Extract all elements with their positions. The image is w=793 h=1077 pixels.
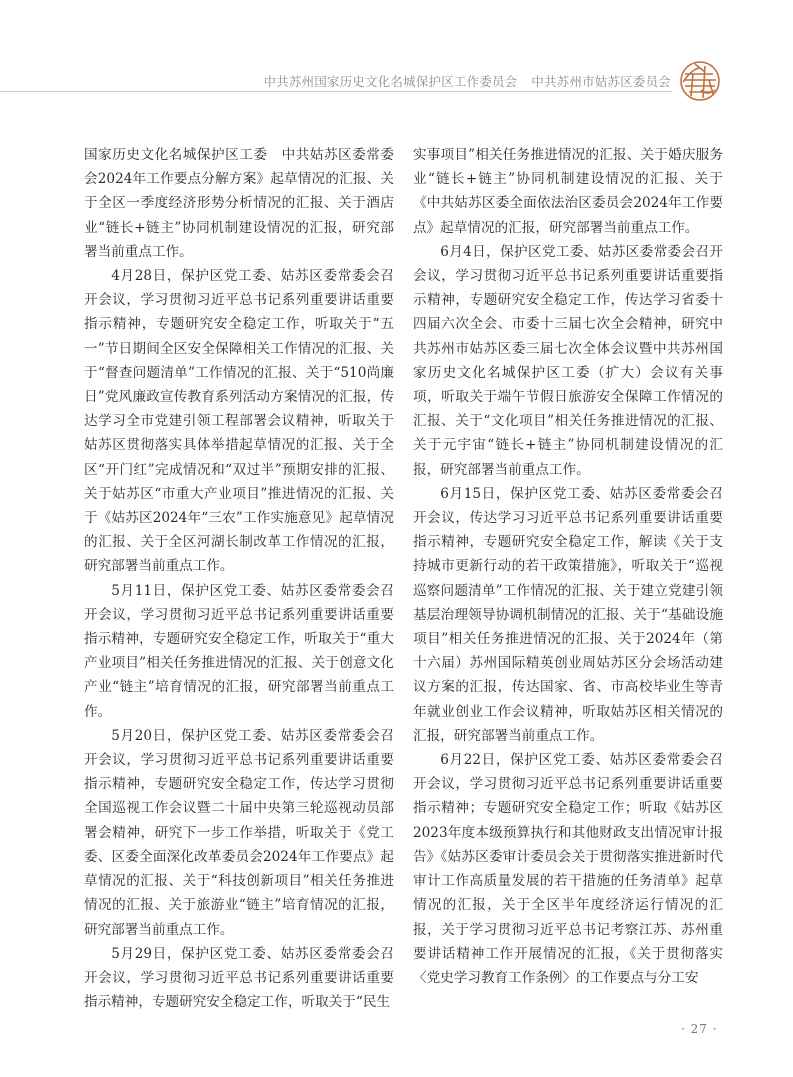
running-header — [264, 72, 671, 90]
right-column — [413, 143, 723, 990]
paragraph: 6月22日，保护区党工委、姑苏区委常委会召开会议，学习贯彻习近平总书记系列重要讲话重要指示精神；专题研究安全稳定工作；听取《姑苏区2023年度本级预算执行和其他财政支出情况审计报告》《姑苏区委审计委员会关于贯彻落实推进新时代审计工作高质量发展的若干措施的任务清单》起草情况的汇报，关于全区半年度经济运行情况的汇报，关于学习贯彻习近平总书记考察江苏、苏州重要讲话精神工作开展情况的汇报，《关于贯彻落实〈党史学习教育工作条例〉的工作要点与分工安 — [413, 752, 723, 986]
header-org-2: 中共苏州市姑苏区委员会 — [531, 74, 671, 89]
paragraph: 5月20日，保护区党工委、姑苏区委常委会召开会议，学习贯彻习近平总书记系列重要讲话重要指示精神，专题研究安全稳定工作，传达学习贯彻全国巡视工作会议暨二十届中央第三轮巡视动员部署会精神，研究下一步工作举措，听取关于《党工委、区委全面深化改革委员会2024年工作要点》起草情况的汇报、关于“科技创新项目”相关任务推进情况的汇报、关于旅游业“链主”培育情况的汇报，研究部署当前重点工作。 — [84, 727, 394, 938]
paragraph: 6月15日，保护区党工委、姑苏区委常委会召开会议，传达学习习近平总书记系列重要讲话重要指示精神，专题研究安全稳定工作，解读《关于支持城市更新行动的若干政策措施》，听取关于“巡视巡察问题清单”工作情况的汇报、关于建立党建引领基层治理领导协调机制情况的汇报、关于“基础设施项目”相关任务推进情况的汇报、关于2024年（第十六届）苏州国际精英创业周姑苏区分会场活动建议方案的汇报，传达国家、省、市高校毕业生等青年就业创业工作会议精神，听取姑苏区相关情况的汇报，研究部署当前重点工作。 — [413, 485, 723, 744]
paragraph: 国家历史文化名城保护区工委 中共姑苏区委常委会2024年工作要点分解方案》起草情况的汇报、关于全区一季度经济形势分析情况的汇报、关于酒店业“链长+链主”协同机制建设情况的汇报，研究部署当前重点工作。 — [84, 147, 394, 260]
paragraph: 实事项目”相关任务推进情况的汇报、关于婚庆服务业“链长+链主”协同机制建设情况的汇报、关于《中共姑苏区委全面依法治区委员会2024年工作要点》起草情况的汇报，研究部署当前重点工作。 — [413, 147, 723, 236]
paragraph: 6月4日，保护区党工委、姑苏区委常委会召开会议，学习贯彻习近平总书记系列重要讲话重要指示精神，专题研究安全稳定工作，传达学习省委十四届六次全会、市委十三届七次全会精神，研究中共苏州市姑苏区委三届七次全体会议暨中共苏州国家历史文化名城保护区工委（扩大）会议有关事项，听取关于端午节假日旅游安全保障工作情况的汇报、关于“文化项目”相关任务推进情况的汇报、关于元宇宙“链长+链主”协同机制建设情况的汇报，研究部署当前重点工作。 — [413, 243, 723, 478]
paragraph: 4月28日，保护区党工委、姑苏区委常委会召开会议，学习贯彻习近平总书记系列重要讲话重要指示精神，专题研究安全稳定工作，听取关于“五一”节日期间全区安全保障相关工作情况的汇报、关于“督查问题清单”工作情况的汇报、关于“510尚廉日”党风廉政宣传教育系列活动方案情况的汇报，传达学习全市党建引领工程部署会议精神，听取关于姑苏区贯彻落实具体举措起草情况的汇报、关于全区“开门红”完成情况和“双过半”预期安排的汇报、关于姑苏区“市重大产业项目”推进情况的汇报、关于《姑苏区2024年“三农”工作实施意见》起草情况的汇报、关于全区河湖长制改革工作情况的汇报，研究部署当前重点工作。 — [84, 268, 394, 575]
header-rule — [0, 91, 672, 92]
paragraph: 5月11日，保护区党工委、姑苏区委常委会召开会议，学习贯彻习近平总书记系列重要讲话重要指示精神，专题研究安全稳定工作，听取关于“重大产业项目”相关任务推进情况的汇报、关于创意文化产业“链主”培育情况的汇报，研究部署当前重点工作。 — [84, 582, 394, 720]
page-number: · 27 · — [681, 1022, 718, 1036]
header-org-1: 中共苏州国家历史文化名城保护区工作委员会 — [263, 74, 518, 89]
paragraph: 5月29日，保护区党工委、姑苏区委常委会召开会议，学习贯彻习近平总书记系列重要讲话重要指示精神，专题研究安全稳定工作，听取关于“民生 — [84, 945, 394, 1011]
left-column — [84, 143, 394, 1014]
seal-logo-icon — [679, 60, 721, 102]
